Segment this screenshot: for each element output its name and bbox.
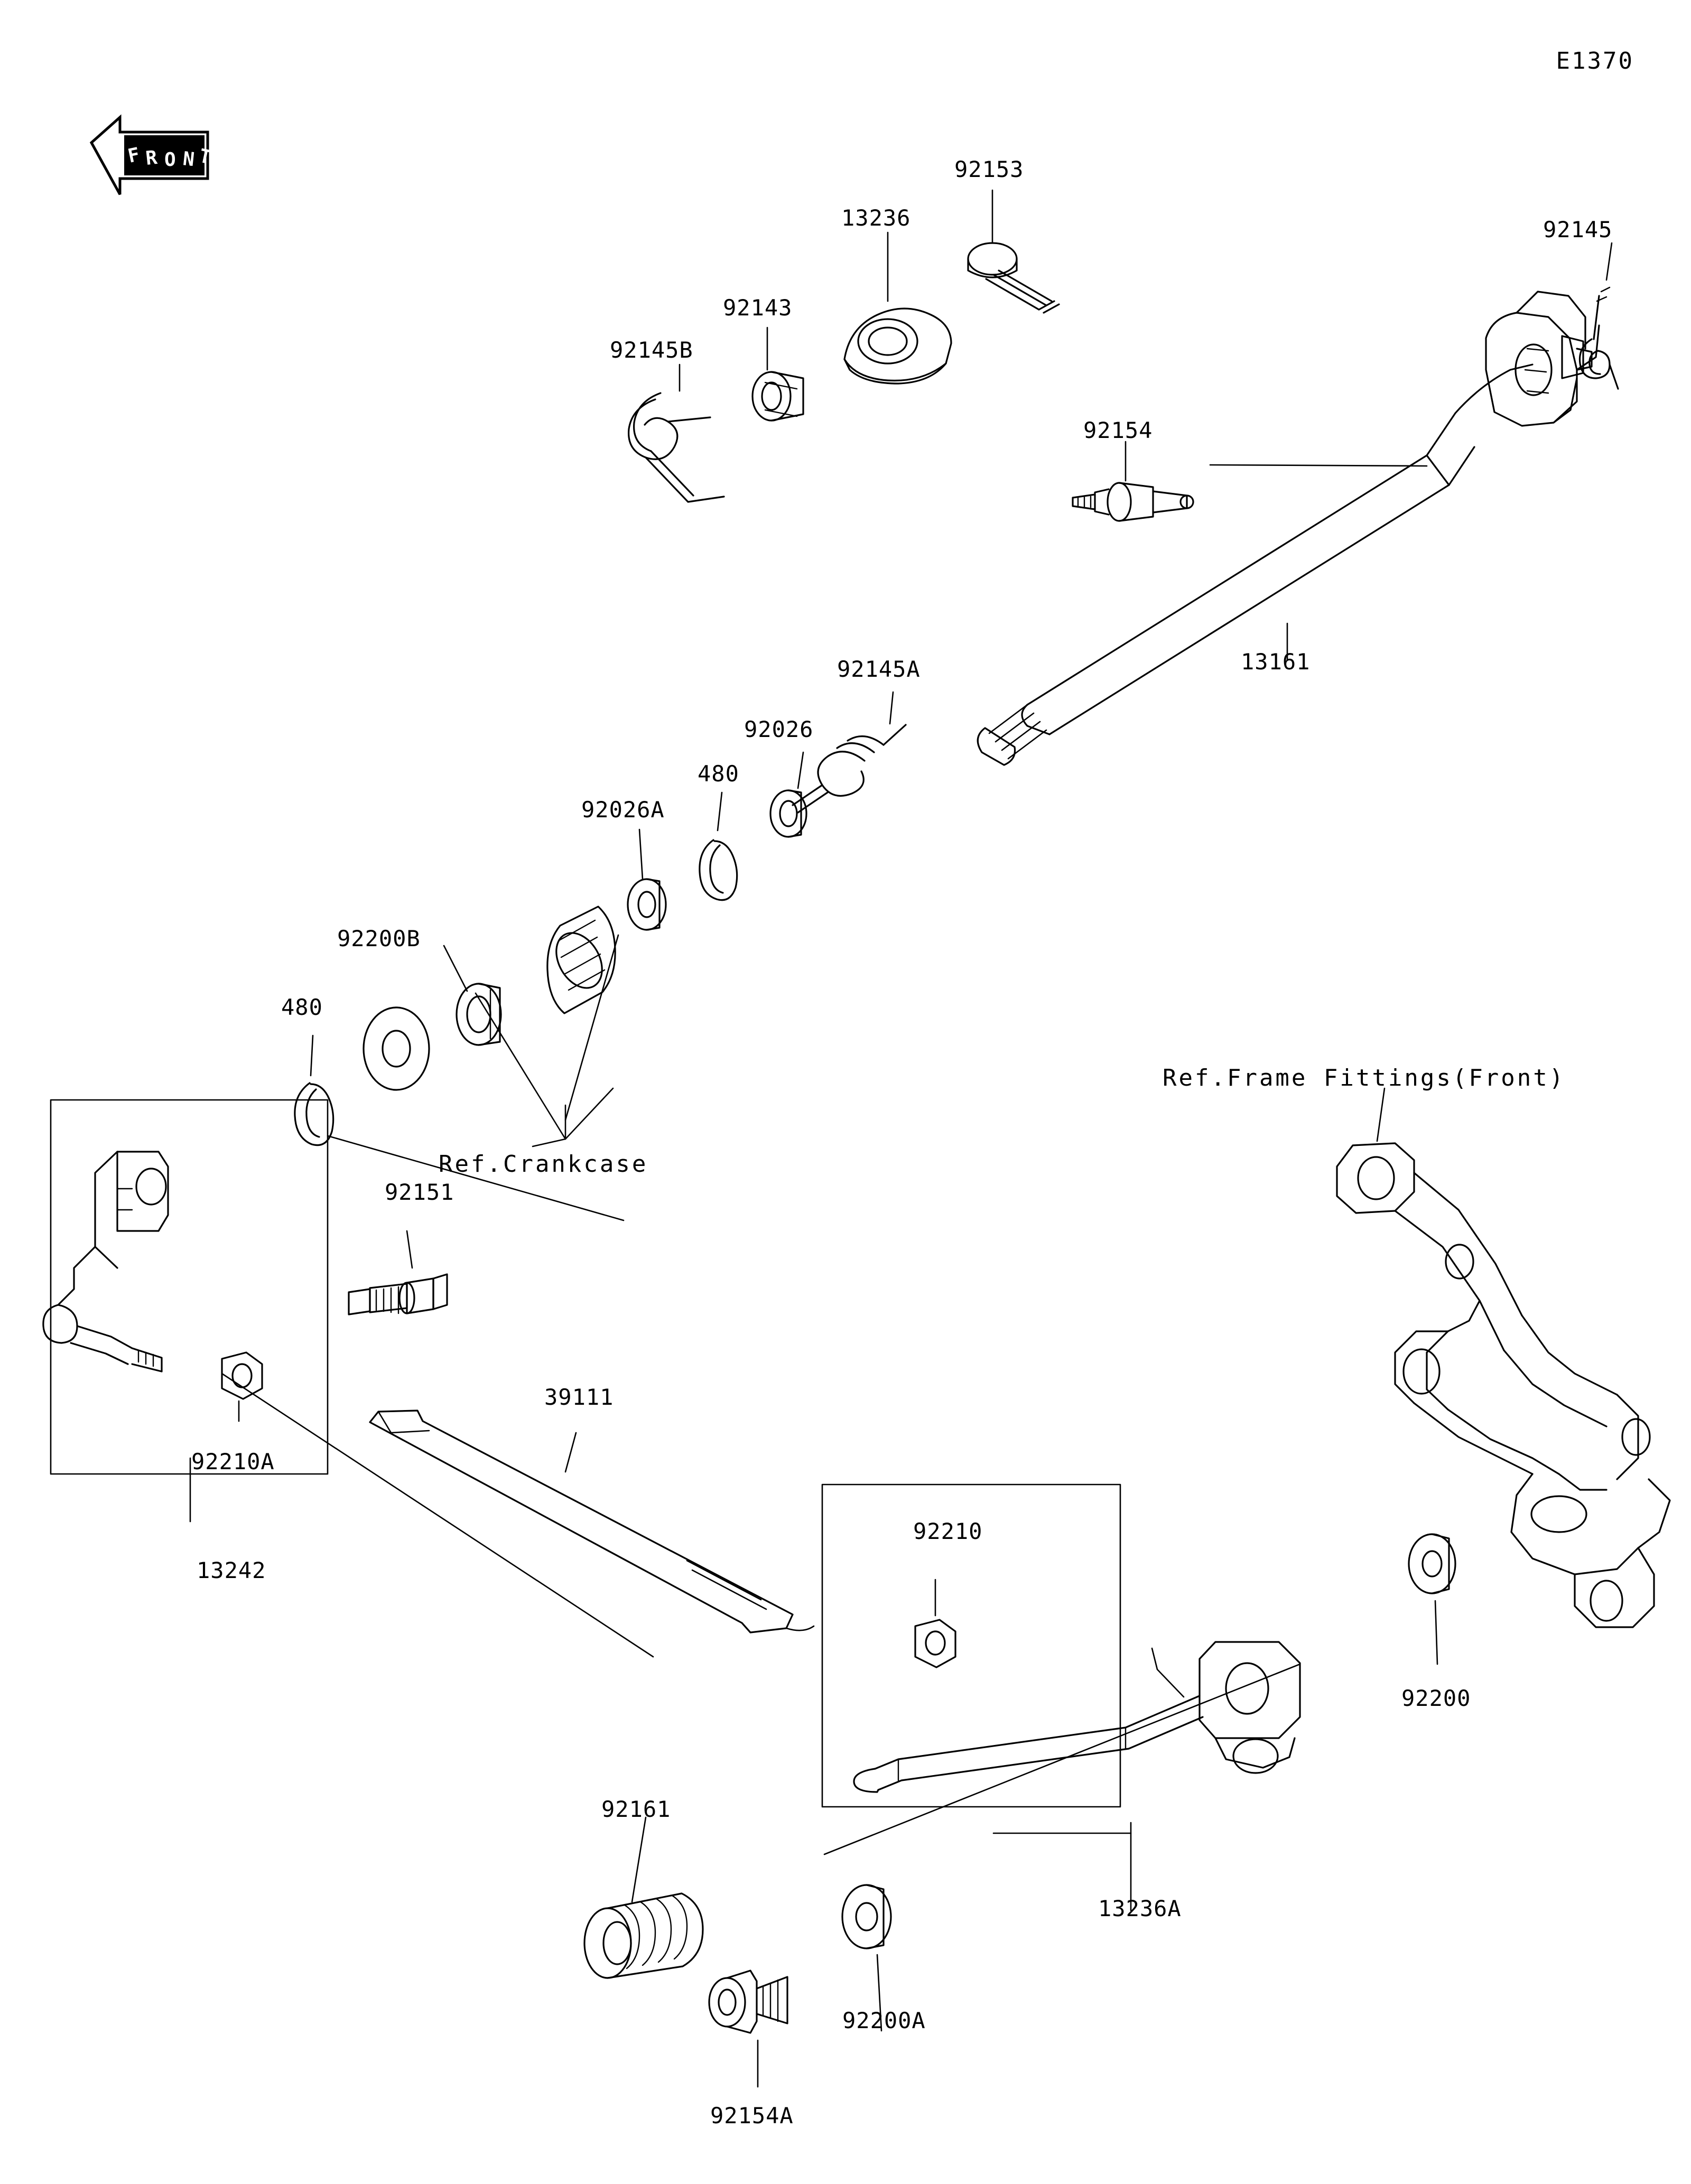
- part-13236A: [822, 1485, 1300, 1910]
- part-92200B: [444, 946, 501, 1045]
- part-label-13236: 13236: [841, 205, 911, 231]
- part-label-92200: 92200: [1401, 1685, 1471, 1711]
- reference-label-frame-fittings: Ref.Frame Fittings(Front): [1163, 1065, 1566, 1091]
- part-13161: [978, 292, 1599, 765]
- part-13236: [844, 232, 951, 384]
- part-label-92153: 92153: [954, 156, 1024, 182]
- part-label-92161: 92161: [601, 1796, 671, 1822]
- part-92151: [349, 1231, 447, 1314]
- part-label-92210A: 92210A: [191, 1449, 275, 1474]
- part-label-92143: 92143: [723, 295, 793, 321]
- part-label-92154A: 92154A: [710, 2103, 794, 2129]
- svg-text:F: F: [126, 144, 142, 167]
- part-480-a: [700, 792, 737, 900]
- part-92154: [1073, 442, 1193, 521]
- part-92145A: [793, 692, 906, 813]
- part-13242: [43, 1100, 328, 1522]
- part-label-92200B: 92200B: [337, 926, 421, 951]
- part-label-13161: 13161: [1241, 649, 1311, 675]
- part-92145B: [629, 365, 724, 502]
- part-92200: [1409, 1534, 1455, 1664]
- svg-text:N: N: [182, 148, 196, 171]
- part-label-92151: 92151: [385, 1179, 454, 1205]
- part-92161: [584, 1817, 703, 1978]
- part-92154A: [709, 1971, 787, 2087]
- part-label-39111: 39111: [544, 1384, 614, 1410]
- diagram-code: E1370: [1556, 48, 1634, 74]
- part-92026A: [628, 829, 666, 930]
- part-label-92145: 92145: [1543, 217, 1613, 242]
- part-label-13242: 13242: [197, 1557, 266, 1583]
- part-label-480-upper: 480: [698, 761, 739, 787]
- part-label-92145A: 92145A: [837, 656, 921, 682]
- part-label-92026A: 92026A: [581, 797, 665, 823]
- ref-frame-fittings-part: [1337, 1088, 1670, 1627]
- part-92153: [968, 190, 1059, 313]
- part-label-480-lower: 480: [281, 994, 323, 1020]
- part-92026: [770, 752, 806, 837]
- reference-label-crankcase: Ref.Crankcase: [439, 1151, 648, 1178]
- part-label-92154: 92154: [1083, 417, 1153, 443]
- part-label-92026: 92026: [744, 716, 814, 742]
- svg-text:R: R: [144, 146, 159, 170]
- part-label-92200A: 92200A: [842, 2008, 926, 2033]
- svg-text:T: T: [197, 145, 213, 169]
- part-39111: [370, 1411, 814, 1632]
- part-92200B-washer: [364, 1007, 429, 1090]
- part-label-13236A: 13236A: [1098, 1896, 1182, 1921]
- part-92143: [752, 328, 803, 421]
- part-label-92145B: 92145B: [610, 337, 693, 363]
- svg-text:O: O: [164, 149, 176, 171]
- part-needle-bearing: [547, 907, 615, 1013]
- part-label-92210: 92210: [913, 1518, 983, 1544]
